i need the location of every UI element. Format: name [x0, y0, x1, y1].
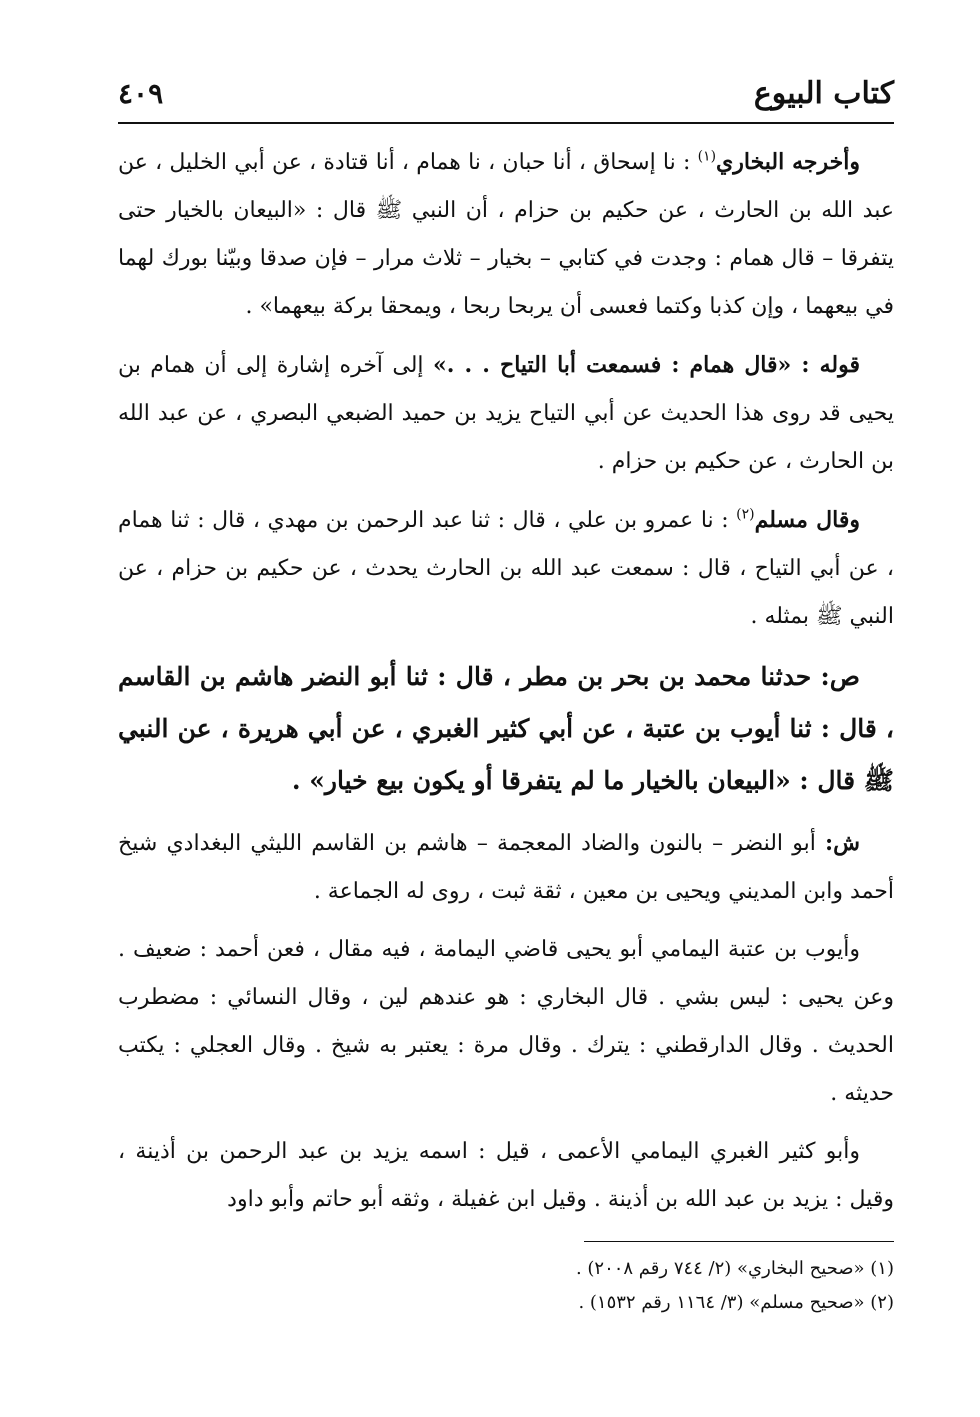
paragraph-bukhari: [118, 138, 894, 331]
footnote-ref-2: (٢): [736, 506, 755, 523]
header-rule: [118, 122, 894, 124]
hadith-text: ص: حدثنا محمد بن بحر بن مطر ، قال : ثنا أبو النضر هاشم بن القاسم ، قال : ثنا أيوب بن عتبة ، عن أبي كثير الغبري ، عن أبي هريرة ، عن النبي ﷺ قال : «البيعان بالخيار ما لم يتفرقا أو يكون بيع خيار» .: [118, 662, 894, 795]
footnote-2: (٢) «صحيح مسلم» (٣/ ١١٦٤ رقم ١٥٣٢) .: [578, 1292, 894, 1313]
page-header: [118, 62, 894, 114]
paragraph-lead: وأخرجه البخاري: [716, 149, 860, 175]
commentary-narrator-abu-kathir: [118, 1128, 894, 1224]
commentary-narrator-abu-nadr: [118, 819, 894, 916]
paragraph-text: : نا عمرو بن علي ، قال : ثنا عبد الرحمن بن مهدي ، قال : ثنا همام ، عن أبي التياح ، قال : سمعت عبد الله بن الحارث يحدث ، عن حكيم بن حزام ، عن النبي ﷺ بمثله .: [118, 508, 894, 629]
footnotes: [118, 1252, 894, 1320]
commentary-text: وأبو كثير الغبري اليمامي الأعمى ، قيل : اسمه يزيد بن عبد الرحمن بن أذينة ، وقيل : يزيد بن عبد الله بن أذينة . وقيل ابن غفيلة ، وثقه أبو حاتم وأبو داود: [118, 1139, 894, 1212]
commentary-text: أبو النضر – بالنون والضاد المعجمة – هاشم بن القاسم الليثي البغدادي شيخ أحمد وابن المديني ويحيى بن معين ، ثقة ثبت ، روى له الجماعة .: [118, 831, 894, 904]
paragraph-lead: وقال مسلم: [754, 507, 860, 533]
footnote-1: (١) «صحيح البخاري» (٢/ ٧٤٤ رقم ٢٠٠٨) .: [575, 1258, 894, 1279]
paragraph-hammam: [118, 341, 894, 486]
page-number: ٤٠٩: [118, 77, 164, 110]
footnote-rule: [584, 1241, 894, 1242]
paragraph-lead: قوله : «قال همام : فسمعت أبا التياح . . .»: [432, 352, 860, 378]
page-body: [118, 138, 894, 1234]
running-title: كتاب البيوع: [753, 76, 894, 111]
commentary-narrator-ayyub: [118, 926, 894, 1118]
footnote-ref-1: (١): [697, 148, 717, 165]
paragraph-text: إلى آخره إشارة إلى أن همام بن يحيى قد روى هذا الحديث عن أبي التياح يزيد بن حميد الضبعي البصري ، عن عبد الله بن الحارث ، عن حكيم بن حزام .: [118, 353, 894, 474]
commentary-text: وأيوب بن عتبة اليمامي أبو يحيى قاضي اليمامة ، فيه مقال ، فعن أحمد : ضعيف . وعن يحيى : ليس بشي . قال البخاري : هو عندهم لين ، وقال النسائي : مضطرب الحديث . وقال الدارقطني : يترك . وقال مرة : يعتبر به شيخ . وقال العجلي : يكتب حديثه .: [118, 937, 894, 1106]
paragraph-muslim: [118, 496, 894, 641]
paragraph-text: : نا إسحاق ، أنا حبان ، نا همام ، أنا قتادة ، عن أبي الخليل ، عن عبد الله بن الحارث ، عن حكيم بن حزام ، أن النبي ﷺ قال : «البيعان بالخيار حتى يتفرقا – قال همام : وجدت في كتابي – بخيار – ثلاث مرار – فإن صدقا وبيّنا بورك لهما في بيعهما ، وإن كذبا وكتما فعسى أن يربحا ربحا ، ويمحقا بركة بيعهما» .: [118, 150, 894, 319]
commentary-lead: ش:: [825, 830, 860, 856]
